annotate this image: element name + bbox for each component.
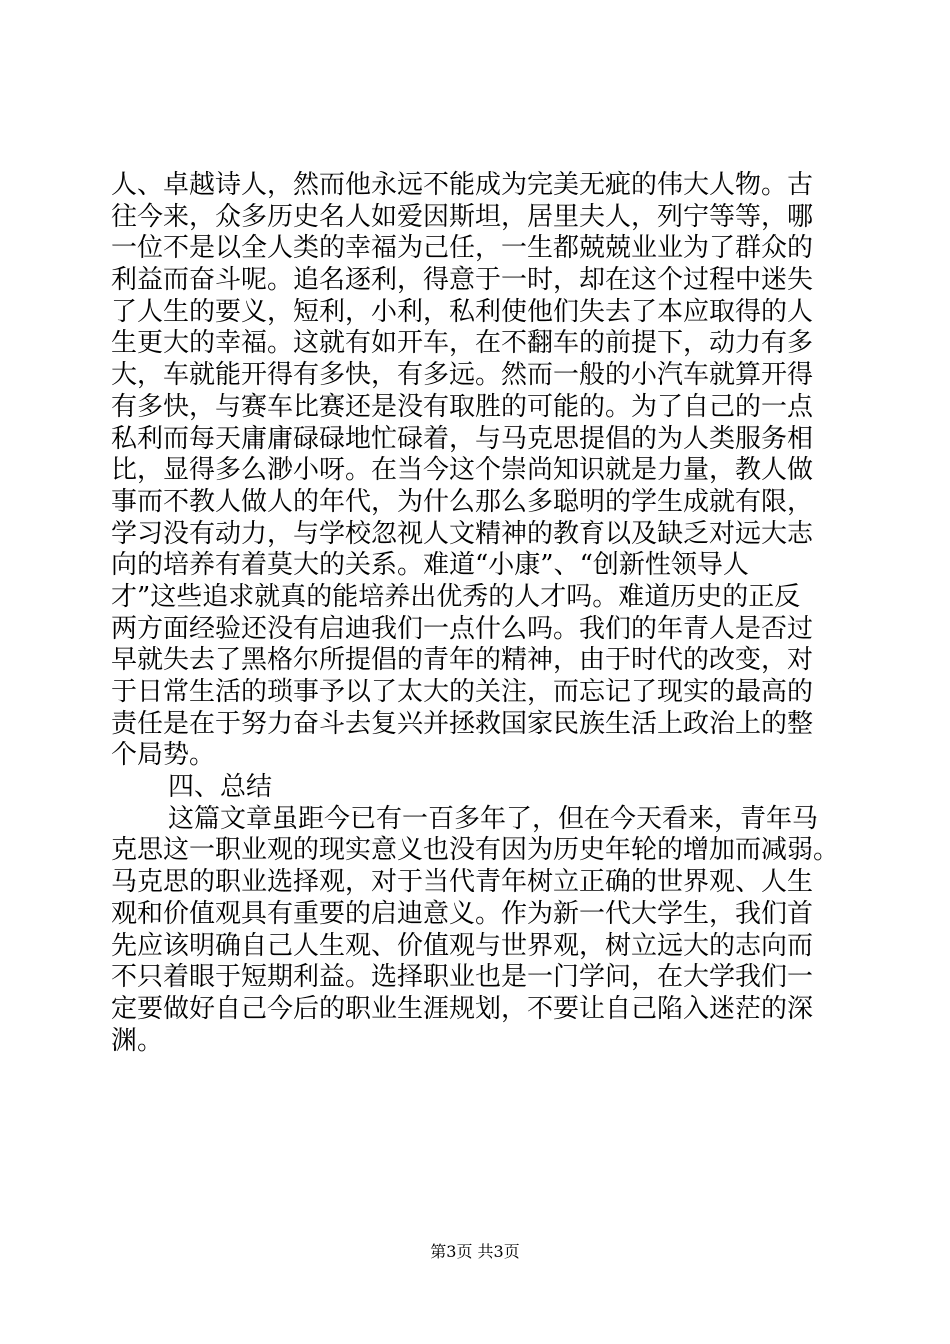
text-line: 定要做好自己今后的职业生涯规划，不要让自己陷入迷茫的深	[111, 993, 814, 1024]
text-line: 先应该明确自己人生观、价值观与世界观，树立远大的志向而	[111, 930, 814, 961]
page-footer: 第3页 共3页	[430, 1242, 520, 1261]
text-line: 事而不教人做人的年代，为什么那么多聪明的学生成就有限，	[111, 486, 814, 517]
document-body	[111, 170, 841, 1057]
text-line: 了人生的要义，短利，小利，私利使他们失去了本应取得的人	[111, 296, 814, 327]
text-line: 学习没有动力，与学校忽视人文精神的教育以及缺乏对远大志	[111, 518, 814, 549]
text-line: 才”这些追求就真的能培养出优秀的人才吗。难道历史的正反	[111, 581, 801, 612]
text-line: 渊。	[111, 1025, 164, 1056]
text-line: 个局势。	[111, 740, 216, 771]
text-line: 私利而每天庸庸碌碌地忙碌着，与马克思提倡的为人类服务相	[111, 423, 814, 454]
paragraph	[111, 170, 841, 772]
text-line: 大，车就能开得有多快，有多远。然而一般的小汽车就算开得	[111, 360, 814, 391]
text-line: 于日常生活的琐事予以了太大的关注，而忘记了现实的最高的	[111, 677, 814, 707]
paragraph	[111, 804, 841, 1058]
text-line: 马克思的职业选择观，对于当代青年树立正确的世界观、人生	[111, 867, 814, 898]
text-line: 观和价值观具有重要的启迪意义。作为新一代大学生，我们首	[111, 898, 814, 929]
text-line: 一位不是以全人类的幸福为己任，一生都兢兢业业为了群众的	[111, 233, 814, 264]
text-line: 利益而奋斗呢。追名逐利，得意于一时，却在这个过程中迷失	[111, 265, 814, 296]
section-heading: 四、总结	[168, 772, 273, 803]
text-line: 比，显得多么渺小呀。在当今这个崇尚知识就是力量，教人做	[111, 455, 814, 486]
text-line: 两方面经验还没有启迪我们一点什么吗。我们的年青人是否过	[111, 613, 814, 644]
text-line: 有多快，与赛车比赛还是没有取胜的可能的。为了自己的一点	[111, 391, 814, 422]
text-line: 这篇文章虽距今已有一百多年了，但在今天看来，青年马	[168, 803, 819, 834]
text-line: 不只着眼于短期利益。选择职业也是一门学问，在大学我们一	[111, 962, 814, 993]
text-line: 向的培养有着莫大的关系。难道“小康”、“创新性领导人	[111, 550, 749, 581]
text-line: 克思这一职业观的现实意义也没有因为历史年轮的增加而减弱。	[111, 835, 840, 866]
text-line: 早就失去了黑格尔所提倡的青年的精神，由于时代的改变，对	[111, 645, 814, 676]
text-line: 责任是在于努力奋斗去复兴并拯救国家民族生活上政治上的整	[111, 708, 814, 739]
text-line: 人、卓越诗人，然而他永远不能成为完美无疵的伟大人物。古	[111, 170, 814, 200]
text-line: 往今来，众多历史名人如爱因斯坦，居里夫人，列宁等等，哪	[111, 201, 814, 232]
text-line: 生更大的幸福。这就有如开车，在不翻车的前提下，动力有多	[111, 328, 814, 359]
